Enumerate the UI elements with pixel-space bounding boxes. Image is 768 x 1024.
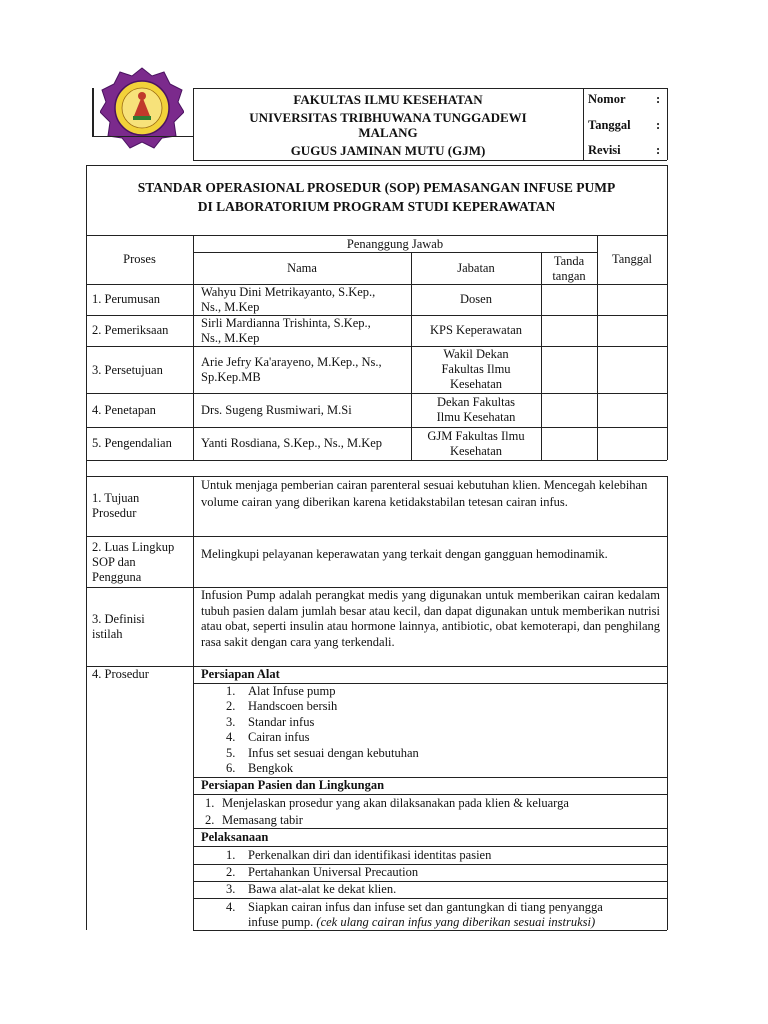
- list-item: Siapkan cairan infus dan infuse set dan gantungkan di tiang penyangga: [248, 900, 603, 914]
- luas-label-2: SOP dan: [92, 555, 136, 569]
- row-nama: Sirli Mardianna Trishinta, S.Kep.,: [201, 316, 371, 330]
- list-item: Bawa alat-alat ke dekat klien.: [248, 882, 397, 896]
- row-nama: Yanti Rosdiana, S.Kep., Ns., M.Kep: [201, 436, 383, 450]
- list-item-text: infuse pump.: [248, 915, 314, 929]
- luas-text: Melingkupi pelayanan keperawatan yang terkait dengan gangguan hemodinamik.: [201, 547, 608, 561]
- list-item: Bengkok: [248, 761, 294, 775]
- row-nama: Arie Jefry Ka'arayeno, M.Kep., Ns.,: [201, 355, 382, 369]
- university-name: UNIVERSITAS TRIBHUWANA TUNGGADEWI: [249, 110, 527, 125]
- prosedur-label: 4. Prosedur: [92, 667, 149, 681]
- list-item-number: 3.: [226, 715, 236, 729]
- list-item: Standar infus: [248, 715, 315, 729]
- tujuan-label-2: Prosedur: [92, 506, 137, 520]
- list-item: Alat Infuse pump: [248, 684, 336, 698]
- city-name: MALANG: [358, 125, 418, 140]
- list-item-number: 2.: [226, 699, 236, 713]
- list-item: Perkenalkan diri dan identifikasi identitas pasien: [248, 848, 492, 862]
- persiapan-pasien-heading: Persiapan Pasien dan Lingkungan: [201, 778, 385, 792]
- definisi-label: 3. Definisi: [92, 612, 145, 626]
- row-proses: 2. Pemeriksaan: [92, 323, 169, 337]
- col-jabatan: Jabatan: [457, 261, 495, 275]
- list-item-continuation: [248, 915, 595, 930]
- list-item-number: 4.: [226, 900, 236, 914]
- row-nama: Wahyu Dini Metrikayanto, S.Kep.,: [201, 285, 376, 299]
- list-item: Cairan infus: [248, 730, 310, 744]
- definisi-text: Infusion Pump adalah perangkat medis yang digunakan untuk memberikan cairan kedalam tubuh pasien dalam jumlah besar atau kecil, dan dapat digunakan untuk memberikan nutrisi atau obat, seperti insulin atau hormone lainnya, antibiotic, obat kemoterapi, dan penghilang rasa sakit dengan cara yang terkendali.: [201, 588, 660, 649]
- row-jabatan-3: Kesehatan: [449, 377, 503, 391]
- persiapan-alat-heading: Persiapan Alat: [201, 667, 280, 681]
- col-tanggal: Tanggal: [611, 252, 653, 266]
- col-tanda: Tanda: [553, 254, 585, 268]
- faculty-name: FAKULTAS ILMU KESEHATAN: [293, 92, 483, 107]
- university-logo: [100, 66, 184, 150]
- unit-name: GUGUS JAMINAN MUTU (GJM): [290, 143, 486, 158]
- list-item-number: 3.: [226, 882, 236, 896]
- list-item-number: 1.: [205, 796, 215, 810]
- row-nama-2: Ns., M.Kep: [201, 331, 260, 345]
- nomor-sep: :: [656, 92, 661, 106]
- row-proses: 1. Perumusan: [92, 292, 161, 306]
- tujuan-text: Untuk menjaga pemberian cairan parenteral sesuai kebutuhan klien. Mencegah kelebihan volume cairan yang diberikan karena ketidakstabilan tetesan cairan infus.: [201, 478, 648, 509]
- list-item: Handscoen bersih: [248, 699, 338, 713]
- row-jabatan-2: Fakultas Ilmu: [441, 362, 511, 376]
- list-item-number: 4.: [226, 730, 236, 744]
- luas-label-3: Pengguna: [92, 570, 142, 584]
- list-item: Infus set sesuai dengan kebutuhan: [248, 746, 419, 760]
- list-item-number: 1.: [226, 848, 236, 862]
- revisi-label: Revisi: [588, 143, 621, 157]
- row-proses: 4. Penetapan: [92, 403, 156, 417]
- col-penanggung-jawab: Penanggung Jawab: [346, 237, 444, 251]
- col-proses: Proses: [123, 252, 156, 266]
- row-jabatan: Wakil Dekan: [443, 347, 509, 361]
- row-proses: 5. Pengendalian: [92, 436, 172, 450]
- row-jabatan-2: Kesehatan: [449, 444, 503, 458]
- luas-label: 2. Luas Lingkup: [92, 540, 175, 554]
- list-item: Pertahankan Universal Precaution: [248, 865, 419, 879]
- list-item: Memasang tabir: [222, 813, 303, 827]
- row-jabatan: Dekan Fakultas: [436, 395, 516, 409]
- list-item-number: 5.: [226, 746, 236, 760]
- definisi-label-2: istilah: [92, 627, 123, 641]
- col-nama: Nama: [287, 261, 317, 275]
- row-jabatan: KPS Keperawatan: [430, 323, 522, 337]
- list-item-note: (cek ulang cairan infus yang diberikan sesuai instruksi): [316, 915, 596, 929]
- tanggal-sep: :: [656, 118, 661, 132]
- list-item: Menjelaskan prosedur yang akan dilaksanakan pada klien & keluarga: [222, 796, 569, 810]
- row-jabatan: GJM Fakultas Ilmu: [427, 429, 525, 443]
- list-item-number: 6.: [226, 761, 236, 775]
- nomor-label: Nomor: [588, 92, 626, 106]
- col-tangan: tangan: [552, 269, 586, 283]
- row-nama-2: Sp.Kep.MB: [201, 370, 261, 384]
- list-item-number: 1.: [226, 684, 236, 698]
- sop-title-line2: DI LABORATORIUM PROGRAM STUDI KEPERAWATAN: [197, 199, 556, 214]
- tujuan-label: 1. Tujuan: [92, 491, 140, 505]
- row-nama-2: Ns., M.Kep: [201, 300, 260, 314]
- row-jabatan: Dosen: [460, 292, 492, 306]
- row-nama: Drs. Sugeng Rusmiwari, M.Si: [201, 403, 352, 417]
- pelaksanaan-heading: Pelaksanaan: [201, 830, 269, 844]
- row-proses: 3. Persetujuan: [92, 363, 163, 377]
- revisi-sep: :: [656, 143, 661, 157]
- row-jabatan-2: Ilmu Kesehatan: [436, 410, 516, 424]
- sop-title-line1: STANDAR OPERASIONAL PROSEDUR (SOP) PEMASANGAN INFUSE PUMP: [137, 180, 616, 195]
- tanggal-label: Tanggal: [588, 118, 631, 132]
- list-item-number: 2.: [226, 865, 236, 879]
- list-item-number: 2.: [205, 813, 215, 827]
